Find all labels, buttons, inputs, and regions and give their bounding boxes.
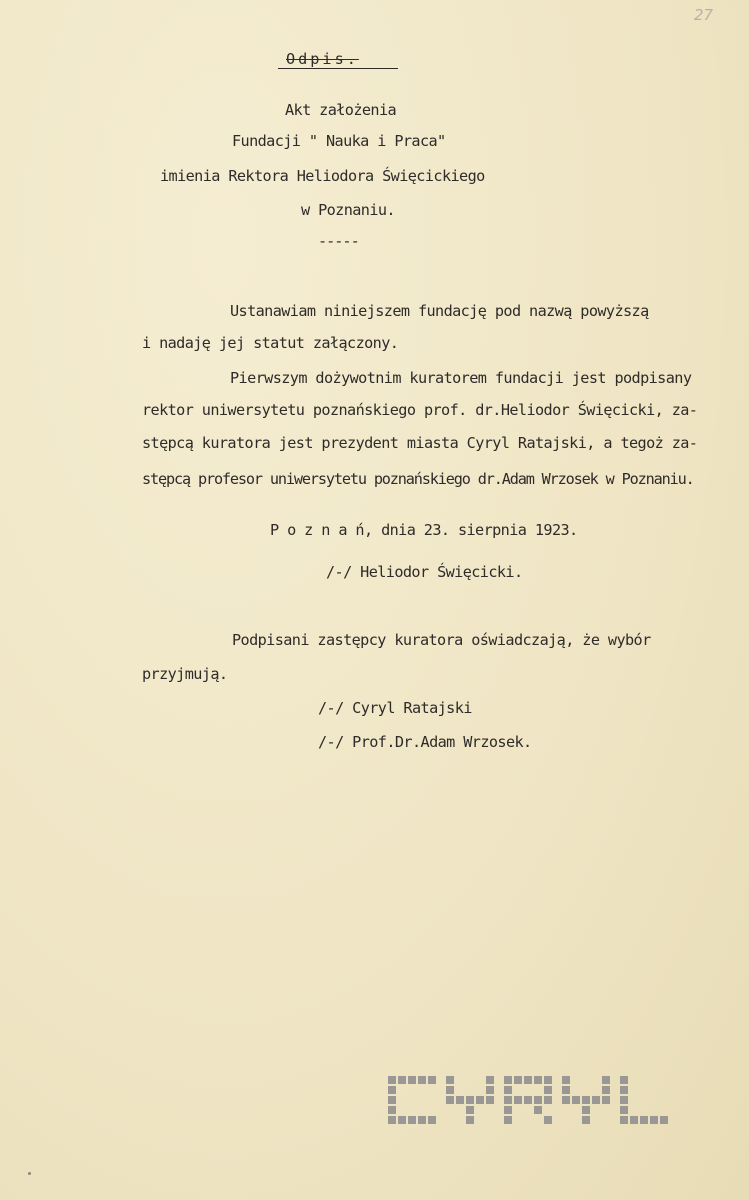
logo-pixel xyxy=(602,1096,610,1104)
logo-pixel xyxy=(562,1076,570,1084)
logo-pixel xyxy=(534,1076,542,1084)
logo-pixel xyxy=(544,1096,552,1104)
logo-pixel xyxy=(486,1086,494,1094)
logo-pixel xyxy=(592,1096,600,1104)
logo-pixel xyxy=(620,1096,628,1104)
body-line-1: Ustanawiam niniejszem fundację pod nazwą powyższą xyxy=(230,302,649,320)
logo-pixel xyxy=(602,1086,610,1094)
logo-pixel xyxy=(446,1076,454,1084)
logo-pixel xyxy=(486,1076,494,1084)
logo-pixel xyxy=(582,1106,590,1114)
logo-pixel xyxy=(534,1106,542,1114)
logo-pixel xyxy=(388,1116,396,1124)
place-date: P o z n a ń, dnia 23. sierpnia 1923. xyxy=(270,521,578,539)
signature-wrzosek: /-/ Prof.Dr.Adam Wrzosek. xyxy=(318,733,532,751)
logo-pixel xyxy=(602,1076,610,1084)
watermark-logo-icon xyxy=(388,1076,680,1128)
logo-pixel xyxy=(572,1096,580,1104)
logo-pixel xyxy=(660,1116,668,1124)
logo-pixel xyxy=(544,1086,552,1094)
body-line-5: stępcą kuratora jest prezydent miasta Cyryl Ratajski, a tegoż za- xyxy=(142,434,698,452)
title-line-3: imienia Rektora Heliodora Święcickiego xyxy=(160,167,485,185)
logo-pixel xyxy=(398,1076,406,1084)
logo-pixel xyxy=(562,1096,570,1104)
title-line-4: w Poznaniu. xyxy=(301,201,395,219)
logo-pixel xyxy=(446,1096,454,1104)
logo-pixel xyxy=(504,1096,512,1104)
body-line-2: i nadaję jej statut załączony. xyxy=(142,334,399,352)
body-line-6: stępcą profesor uniwersytetu poznańskiego dr.Adam Wrzosek w Poznaniu. xyxy=(142,470,694,488)
cyryl-watermark-logo xyxy=(388,1076,680,1132)
signature-swiecicki: /-/ Heliodor Święcicki. xyxy=(326,563,523,581)
logo-pixel xyxy=(408,1116,416,1124)
logo-pixel xyxy=(456,1096,464,1104)
page-number: 27 xyxy=(694,6,714,24)
acceptance-line-2: przyjmują. xyxy=(142,665,228,683)
logo-pixel xyxy=(398,1116,406,1124)
logo-pixel xyxy=(640,1116,648,1124)
logo-pixel xyxy=(388,1096,396,1104)
logo-pixel xyxy=(650,1116,658,1124)
logo-pixel xyxy=(504,1116,512,1124)
logo-pixel xyxy=(534,1096,542,1104)
logo-pixel xyxy=(620,1076,628,1084)
body-line-4: rektor uniwersytetu poznańskiego prof. dr.Heliodor Święcicki, za- xyxy=(142,401,698,419)
logo-pixel xyxy=(466,1096,474,1104)
logo-pixel xyxy=(466,1106,474,1114)
logo-pixel xyxy=(582,1116,590,1124)
logo-pixel xyxy=(514,1076,522,1084)
logo-pixel xyxy=(524,1096,532,1104)
logo-pixel xyxy=(504,1086,512,1094)
acceptance-line-1: Podpisani zastępcy kuratora oświadczają, że wybór xyxy=(232,631,651,649)
logo-pixel xyxy=(388,1106,396,1114)
logo-pixel xyxy=(418,1076,426,1084)
body-line-3: Pierwszym dożywotnim kuratorem fundacji jest podpisany xyxy=(230,369,692,387)
header-underline xyxy=(278,68,398,69)
logo-pixel xyxy=(620,1106,628,1114)
title-line-2: Fundacji " Nauka i Praca" xyxy=(232,132,446,150)
logo-pixel xyxy=(620,1116,628,1124)
logo-pixel xyxy=(466,1116,474,1124)
logo-pixel xyxy=(408,1076,416,1084)
logo-pixel xyxy=(544,1076,552,1084)
logo-pixel xyxy=(620,1086,628,1094)
logo-pixel xyxy=(514,1096,522,1104)
logo-pixel xyxy=(630,1116,638,1124)
logo-pixel xyxy=(446,1086,454,1094)
logo-pixel xyxy=(504,1076,512,1084)
title-separator: ----- xyxy=(318,232,359,250)
title-line-1: Akt założenia xyxy=(285,101,397,119)
logo-pixel xyxy=(544,1116,552,1124)
logo-pixel xyxy=(428,1116,436,1124)
logo-pixel xyxy=(428,1076,436,1084)
logo-pixel xyxy=(388,1076,396,1084)
document-header: Odpis. xyxy=(286,50,359,68)
logo-pixel xyxy=(582,1096,590,1104)
logo-pixel xyxy=(388,1086,396,1094)
logo-pixel xyxy=(486,1096,494,1104)
paper-speck xyxy=(28,1172,31,1175)
logo-pixel xyxy=(476,1096,484,1104)
logo-pixel xyxy=(418,1116,426,1124)
signature-ratajski: /-/ Cyryl Ratajski xyxy=(318,699,472,717)
logo-pixel xyxy=(524,1076,532,1084)
logo-pixel xyxy=(562,1086,570,1094)
logo-pixel xyxy=(504,1106,512,1114)
